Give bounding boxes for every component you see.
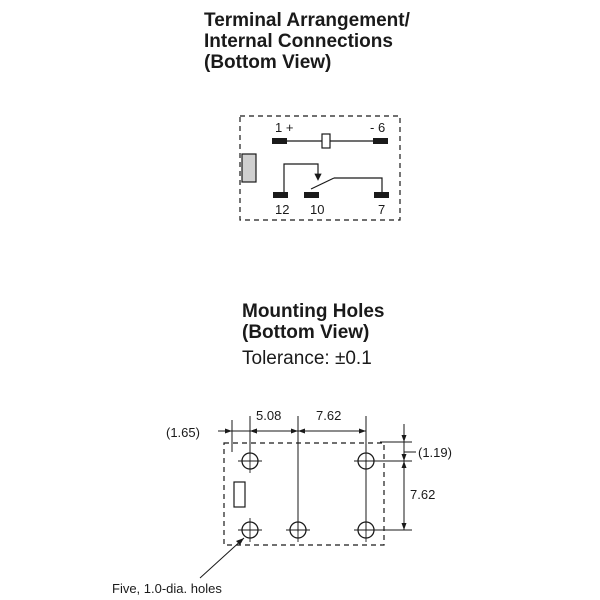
dim-arrow <box>402 523 407 530</box>
holes-note-leader <box>200 538 244 578</box>
mounting-orientation-marker <box>234 482 245 507</box>
pin-label-12: 12 <box>275 202 290 217</box>
pin-label-1: 1 + <box>275 120 294 135</box>
coil-symbol <box>322 134 330 148</box>
pin-1 <box>272 138 287 144</box>
mounting-hole <box>286 518 310 542</box>
pin-10 <box>304 192 319 198</box>
dim-label-pitch-large: 7.62 <box>316 408 342 423</box>
dim-arrow <box>359 429 366 434</box>
dim-label-pitch-vertical: 7.62 <box>410 487 436 502</box>
orientation-marker <box>242 154 256 182</box>
title-line: Internal Connections <box>204 31 393 52</box>
tolerance-label: Tolerance: ±0.1 <box>242 348 372 369</box>
dim-arrow <box>291 429 298 434</box>
pin-label-7: 7 <box>378 202 386 217</box>
contact-arrow <box>315 174 321 180</box>
dim-arrow <box>250 429 257 434</box>
dim-label-pitch-small: 5.08 <box>256 408 282 423</box>
mounting-hole <box>354 449 378 473</box>
common-contact-wire <box>284 164 318 194</box>
dim-label-offset-left: (1.65) <box>166 425 200 440</box>
mounting-hole <box>354 518 378 542</box>
holes-note: Five, 1.0-dia. holes <box>112 581 222 596</box>
title-line: Terminal Arrangement/ <box>204 10 410 31</box>
dim-arrow <box>298 429 305 434</box>
dim-arrow <box>402 454 407 461</box>
pin-6 <box>373 138 388 144</box>
switch-blade <box>311 178 334 189</box>
pin-label-10: 10 <box>310 202 325 217</box>
mounting-hole <box>238 518 262 542</box>
pin-12 <box>273 192 288 198</box>
pin-label-6: - 6 <box>370 120 386 135</box>
dim-arrow <box>402 461 407 468</box>
dim-label-offset-top: (1.19) <box>418 445 452 460</box>
mounting-diagram <box>200 416 416 578</box>
dim-arrow <box>402 435 407 442</box>
title-line: (Bottom View) <box>242 322 370 343</box>
normally-open-wire <box>334 178 382 194</box>
pin-7 <box>374 192 389 198</box>
title-line: Mounting Holes <box>242 301 385 322</box>
title-line: (Bottom View) <box>204 52 332 73</box>
mounting-dimension-labels <box>112 408 452 596</box>
mounting-hole <box>238 449 262 473</box>
dim-arrow <box>225 429 232 434</box>
